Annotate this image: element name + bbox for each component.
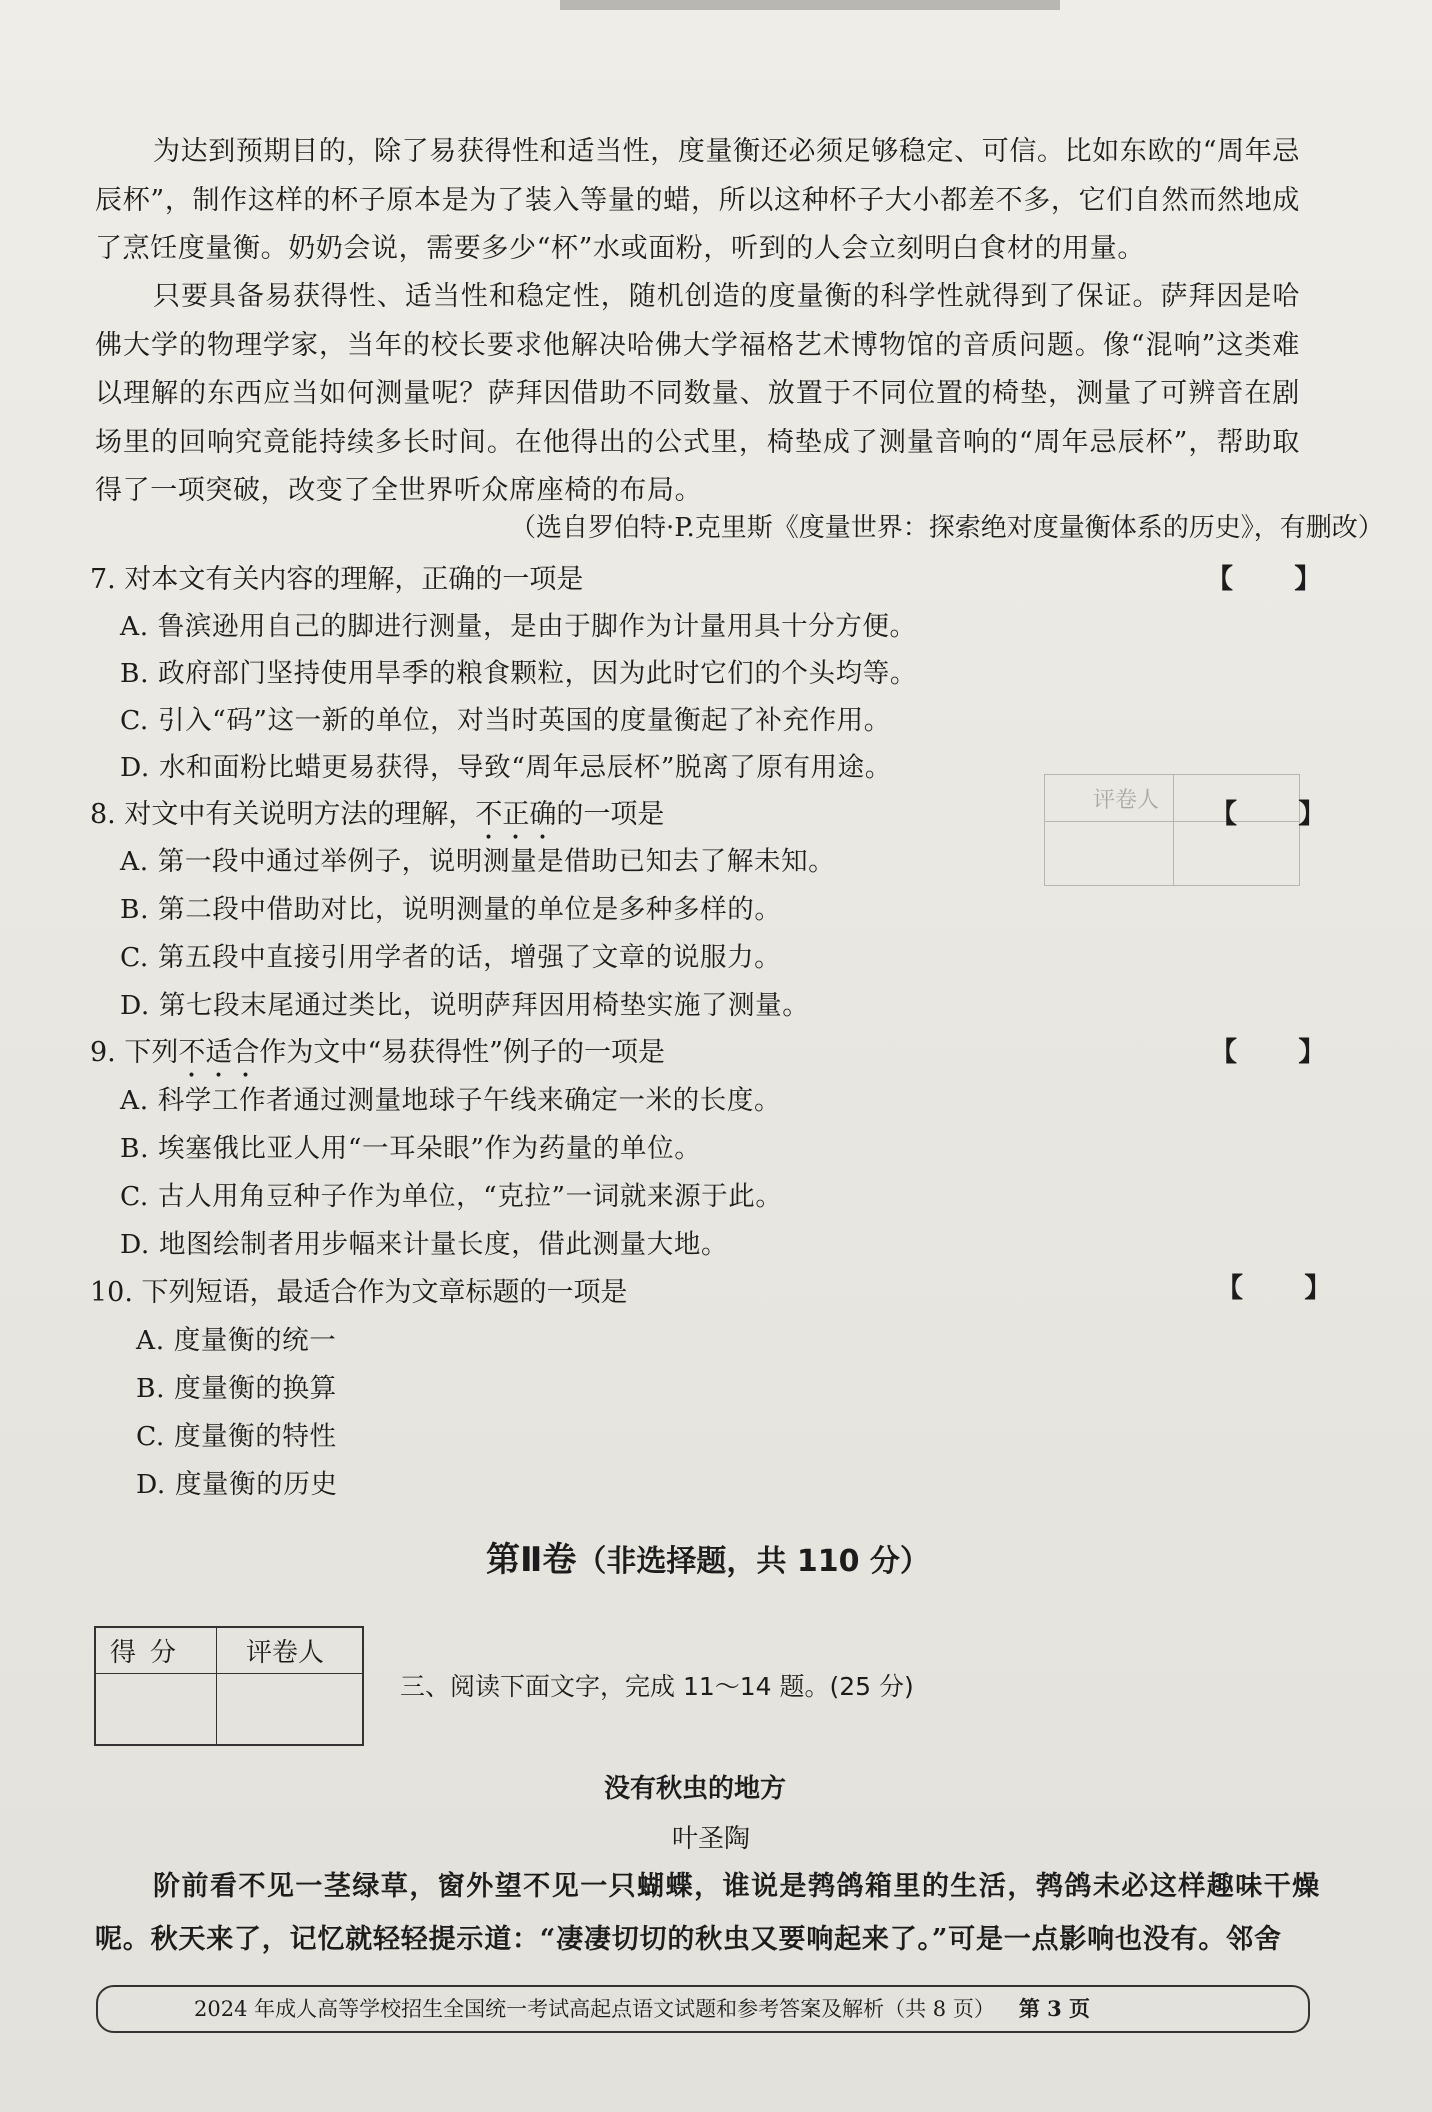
question-8-emphasis: 不正确	[475, 799, 557, 830]
section-2-title	[486, 1538, 930, 1584]
question-7-option-a: A. 鲁滨逊用自己的脚进行测量，是由于脚作为计量用具十分方便。	[120, 611, 917, 642]
footer-text: 2024 年成人高等学校招生全国统一考试高起点语文试题和参考答案及解析（共 8 页）	[194, 1997, 995, 2021]
article-paragraph-1: 阶前看不见一茎绿草，窗外望不见一只蝴蝶，谁说是鹁鸽箱里的生活，鹁鸽未必这样趣味干燥呢。秋天来了，记忆就轻轻提示道：“凄凄切切的秋虫又要响起来了。”可是一点影响也没有。邻舍	[95, 1871, 1320, 1955]
question-9-option-b: B. 埃塞俄比亚人用“一耳朵眼”作为药量的单位。	[120, 1133, 702, 1164]
question-9-option-c: C. 古人用角豆种子作为单位，“克拉”一词就来源于此。	[120, 1181, 783, 1212]
page-footer	[96, 1985, 1310, 2033]
question-8-option-b: B. 第二段中借助对比，说明测量的单位是多种多样的。	[120, 894, 782, 925]
section-3-heading: 三、阅读下面文字，完成 11～14 题。(25 分)	[400, 1672, 914, 1701]
question-9-answer-bracket: 【 】	[1210, 1037, 1352, 1068]
paragraph-1: 为达到预期目的，除了易获得性和适当性，度量衡还必须足够稳定、可信。比如东欧的“周年忌辰杯”，制作这样的杯子原本是为了装入等量的蜡，所以这种杯子大小都差不多，它们自然而然地成了烹饪度量衡。奶奶会说，需要多少“杯”水或面粉，听到的人会立刻明白食材的用量。	[95, 136, 1300, 264]
question-7-stem: 7. 对本文有关内容的理解，正确的一项是	[90, 564, 584, 595]
question-8-stem: 8. 对文中有关说明方法的理解，不正确的一项是	[90, 799, 665, 830]
question-8-answer-bracket: 【 】	[1210, 799, 1352, 830]
bleed-through-label: 评卷人	[1093, 788, 1160, 813]
footer-page-number: 第 3 页	[1018, 1996, 1091, 2021]
question-9-emphasis: 不适合	[178, 1037, 260, 1068]
question-10-option-a: A. 度量衡的统一	[136, 1325, 337, 1356]
question-9-option-a: A. 科学工作者通过测量地球子午线来确定一米的长度。	[120, 1085, 782, 1116]
question-9-option-d: D. 地图绘制者用步幅来计量长度，借此测量大地。	[120, 1229, 729, 1260]
paragraph-2: 只要具备易获得性、适当性和稳定性，随机创造的度量衡的科学性就得到了保证。萨拜因是哈佛大学的物理学家，当年的校长要求他解决哈佛大学福格艺术博物馆的音质问题。像“混响”这类难以理解的东西应当如何测量呢？萨拜因借助不同数量、放置于不同位置的椅垫，测量了可辨音在剧场里的回响究竟能持续多长时间。在他得出的公式里，椅垫成了测量音响的“周年忌辰杯”，帮助取得了一项突破，改变了全世界听众席座椅的布局。	[95, 281, 1300, 506]
question-9-stem: 9. 下列不适合作为文中“易获得性”例子的一项是	[90, 1037, 665, 1068]
question-8-option-c: C. 第五段中直接引用学者的话，增强了文章的说服力。	[120, 942, 782, 973]
question-8-option-d: D. 第七段末尾通过类比，说明萨拜因用椅垫实施了测量。	[120, 990, 810, 1021]
score-table-header-score: 得分	[110, 1638, 191, 1668]
question-10-stem: 10. 下列短语，最适合作为文章标题的一项是	[90, 1277, 628, 1308]
score-table-header-grader: 评卷人	[246, 1638, 325, 1668]
section-2-title-sub: （非选择题，共 110 分）	[576, 1544, 930, 1579]
question-10-answer-bracket: 【 】	[1216, 1273, 1358, 1304]
question-10-option-b: B. 度量衡的换算	[136, 1373, 337, 1404]
section-2-title-main: 第Ⅱ卷	[486, 1540, 577, 1580]
question-10-option-c: C. 度量衡的特性	[136, 1421, 337, 1452]
question-7-option-b: B. 政府部门坚持使用旱季的粮食颗粒，因为此时它们的个头均等。	[120, 658, 917, 689]
top-edge-shadow	[560, 0, 1060, 10]
question-10-option-d: D. 度量衡的历史	[136, 1469, 338, 1500]
question-7-option-c: C. 引入“码”这一新的单位，对当时英国的度量衡起了补充作用。	[120, 705, 891, 736]
question-8-option-a: A. 第一段中通过举例子，说明测量是借助已知去了解未知。	[120, 846, 836, 877]
question-7-option-d: D. 水和面粉比蜡更易获得，导致“周年忌辰杯”脱离了原有用途。	[120, 752, 892, 783]
question-7-answer-bracket: 【 】	[1206, 564, 1348, 595]
score-table	[94, 1626, 364, 1746]
source-citation: （选自罗伯特·P.克里斯《度量世界：探索绝对度量衡体系的历史》，有删改）	[510, 513, 1384, 543]
article-title: 没有秋虫的地方	[604, 1774, 787, 1804]
article-author: 叶圣陶	[672, 1824, 751, 1854]
